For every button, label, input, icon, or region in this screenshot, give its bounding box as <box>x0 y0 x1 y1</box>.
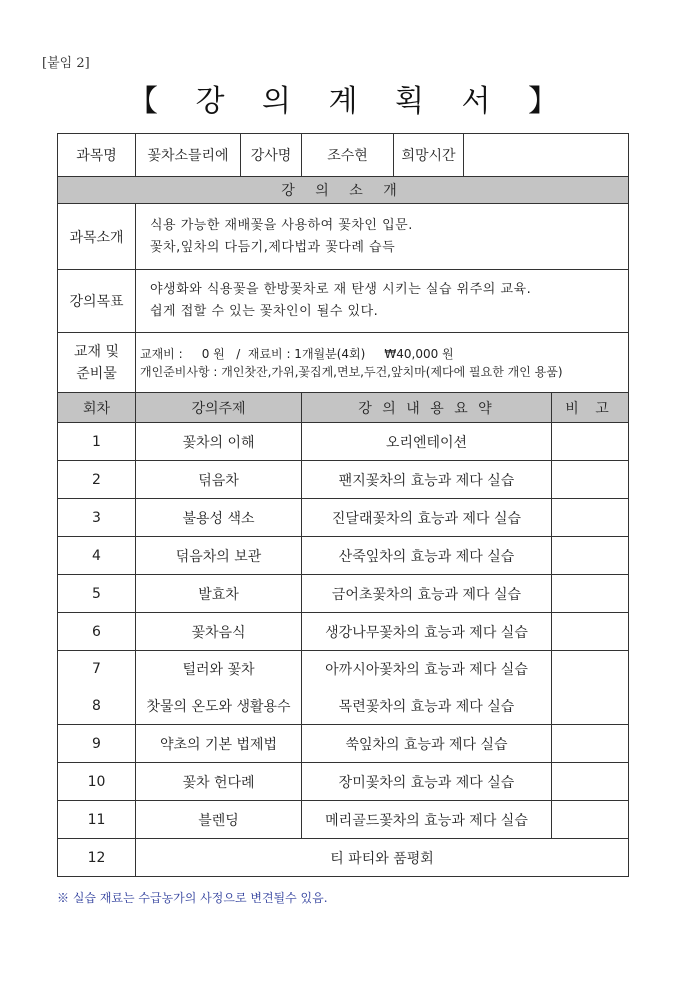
session-round: 6 <box>58 613 136 651</box>
session-remark <box>552 499 629 537</box>
topic-header: 강의주제 <box>136 393 302 423</box>
session-row <box>58 613 629 651</box>
document-title: 【 강 의 계 획 서 】 <box>127 84 573 119</box>
session-row <box>58 801 629 839</box>
session-topic: 발효차 <box>136 575 302 613</box>
session-rows <box>58 423 629 839</box>
session-remark <box>552 763 629 801</box>
session-remark <box>552 423 629 461</box>
materials-text <box>136 333 629 393</box>
session-topic: 찻물의 온도와 생활용수 <box>136 688 302 725</box>
attachment-label: [붙임 2] <box>42 56 90 71</box>
session-topic: 꽃차음식 <box>136 613 302 651</box>
session-row <box>58 499 629 537</box>
course-intro-line-1: 식용 가능한 재배꽃을 사용하여 꽃차인 입문. <box>150 217 413 233</box>
course-intro-label: 과목소개 <box>58 204 136 270</box>
session-topic: 털러와 꽃차 <box>136 651 302 688</box>
session-content: 금어초꽃차의 효능과 제다 실습 <box>302 575 552 613</box>
session-content: 장미꽃차의 효능과 제다 실습 <box>302 763 552 801</box>
instructor-value: 조수현 <box>302 134 394 177</box>
session-row-final <box>58 839 629 877</box>
session-round: 8 <box>58 688 136 725</box>
session-round: 5 <box>58 575 136 613</box>
session-topic: 덖음차의 보관 <box>136 537 302 575</box>
materials-label <box>58 333 136 393</box>
session-content: 티 파티와 품평회 <box>136 839 629 877</box>
section-intro-row <box>58 177 629 204</box>
materials-fee-line: 교재비 : 0 원 / 재료비 : 1개월분(4회) ₩40,000 원 <box>140 346 454 361</box>
course-goal-line-2: 쉽게 접할 수 있는 꽃차인이 될수 있다. <box>150 304 379 319</box>
header-row <box>58 134 629 177</box>
session-content: 진달래꽃차의 효능과 제다 실습 <box>302 499 552 537</box>
schedule-header-row <box>58 393 629 423</box>
session-content: 쑥잎차의 효능과 제다 실습 <box>302 725 552 763</box>
session-remark <box>552 725 629 763</box>
session-content: 산죽잎차의 효능과 제다 실습 <box>302 537 552 575</box>
course-goal-line-1: 야생화와 식용꽃을 한방꽃차로 재 탄생 시키는 실습 위주의 교육. <box>150 282 532 297</box>
materials-row <box>58 333 629 393</box>
lecture-plan-table <box>57 133 629 877</box>
materials-label-line-1: 교재 및 <box>73 343 120 360</box>
subject-value: 꽃차소믈리에 <box>136 134 241 177</box>
instructor-label: 강사명 <box>241 134 302 177</box>
session-topic: 불용성 색소 <box>136 499 302 537</box>
section-intro-heading: 강 의 소 개 <box>58 177 629 204</box>
session-topic: 블렌딩 <box>136 801 302 839</box>
session-round: 2 <box>58 461 136 499</box>
session-remark <box>552 613 629 651</box>
session-remark <box>552 537 629 575</box>
session-topic: 덖음차 <box>136 461 302 499</box>
session-topic: 꽃차 헌다례 <box>136 763 302 801</box>
hours-label: 희망시간 <box>394 134 464 177</box>
session-round: 11 <box>58 801 136 839</box>
remark-header: 비 고 <box>552 393 629 423</box>
session-row <box>58 461 629 499</box>
materials-prep-line: 개인준비사항 : 개인찻잔,가위,꽃집게,면보,두건,앞치마(제다에 필요한 개인 용품) <box>140 364 563 379</box>
session-row <box>58 688 629 725</box>
session-content: 생강나무꽃차의 효능과 제다 실습 <box>302 613 552 651</box>
hours-value <box>464 134 629 177</box>
session-round: 3 <box>58 499 136 537</box>
footnote: ※ 실습 재료는 수급농가의 사정으로 변견될수 있음. <box>57 891 328 905</box>
session-content: 메리골드꽃차의 효능과 제다 실습 <box>302 801 552 839</box>
session-round: 9 <box>58 725 136 763</box>
session-round: 1 <box>58 423 136 461</box>
session-remark <box>552 651 629 725</box>
session-remark <box>552 801 629 839</box>
session-round: 7 <box>58 651 136 688</box>
session-round: 10 <box>58 763 136 801</box>
round-header: 회차 <box>58 393 136 423</box>
subject-label: 과목명 <box>58 134 136 177</box>
session-row <box>58 725 629 763</box>
session-round: 12 <box>58 839 136 877</box>
session-content: 팬지꽃차의 효능과 제다 실습 <box>302 461 552 499</box>
session-row <box>58 423 629 461</box>
session-topic: 꽃차의 이해 <box>136 423 302 461</box>
course-intro-line-2: 꽃차,잎차의 다듬기,제다법과 꽃다례 습득 <box>150 239 396 255</box>
session-content: 아까시아꽃차의 효능과 제다 실습 <box>302 651 552 688</box>
course-goal-text <box>136 270 629 333</box>
course-intro-text <box>136 204 629 270</box>
course-goal-label: 강의목표 <box>58 270 136 333</box>
session-remark <box>552 575 629 613</box>
session-content: 오리엔테이션 <box>302 423 552 461</box>
session-row <box>58 537 629 575</box>
course-intro-row <box>58 204 629 270</box>
session-round: 4 <box>58 537 136 575</box>
content-header: 강 의 내 용 요 약 <box>302 393 552 423</box>
session-remark <box>552 461 629 499</box>
course-goal-row <box>58 270 629 333</box>
materials-label-line-2: 준비물 <box>76 365 117 382</box>
session-row <box>58 575 629 613</box>
session-content: 목련꽃차의 효능과 제다 실습 <box>302 688 552 725</box>
session-row <box>58 763 629 801</box>
session-row <box>58 651 629 688</box>
session-topic: 약초의 기본 법제법 <box>136 725 302 763</box>
